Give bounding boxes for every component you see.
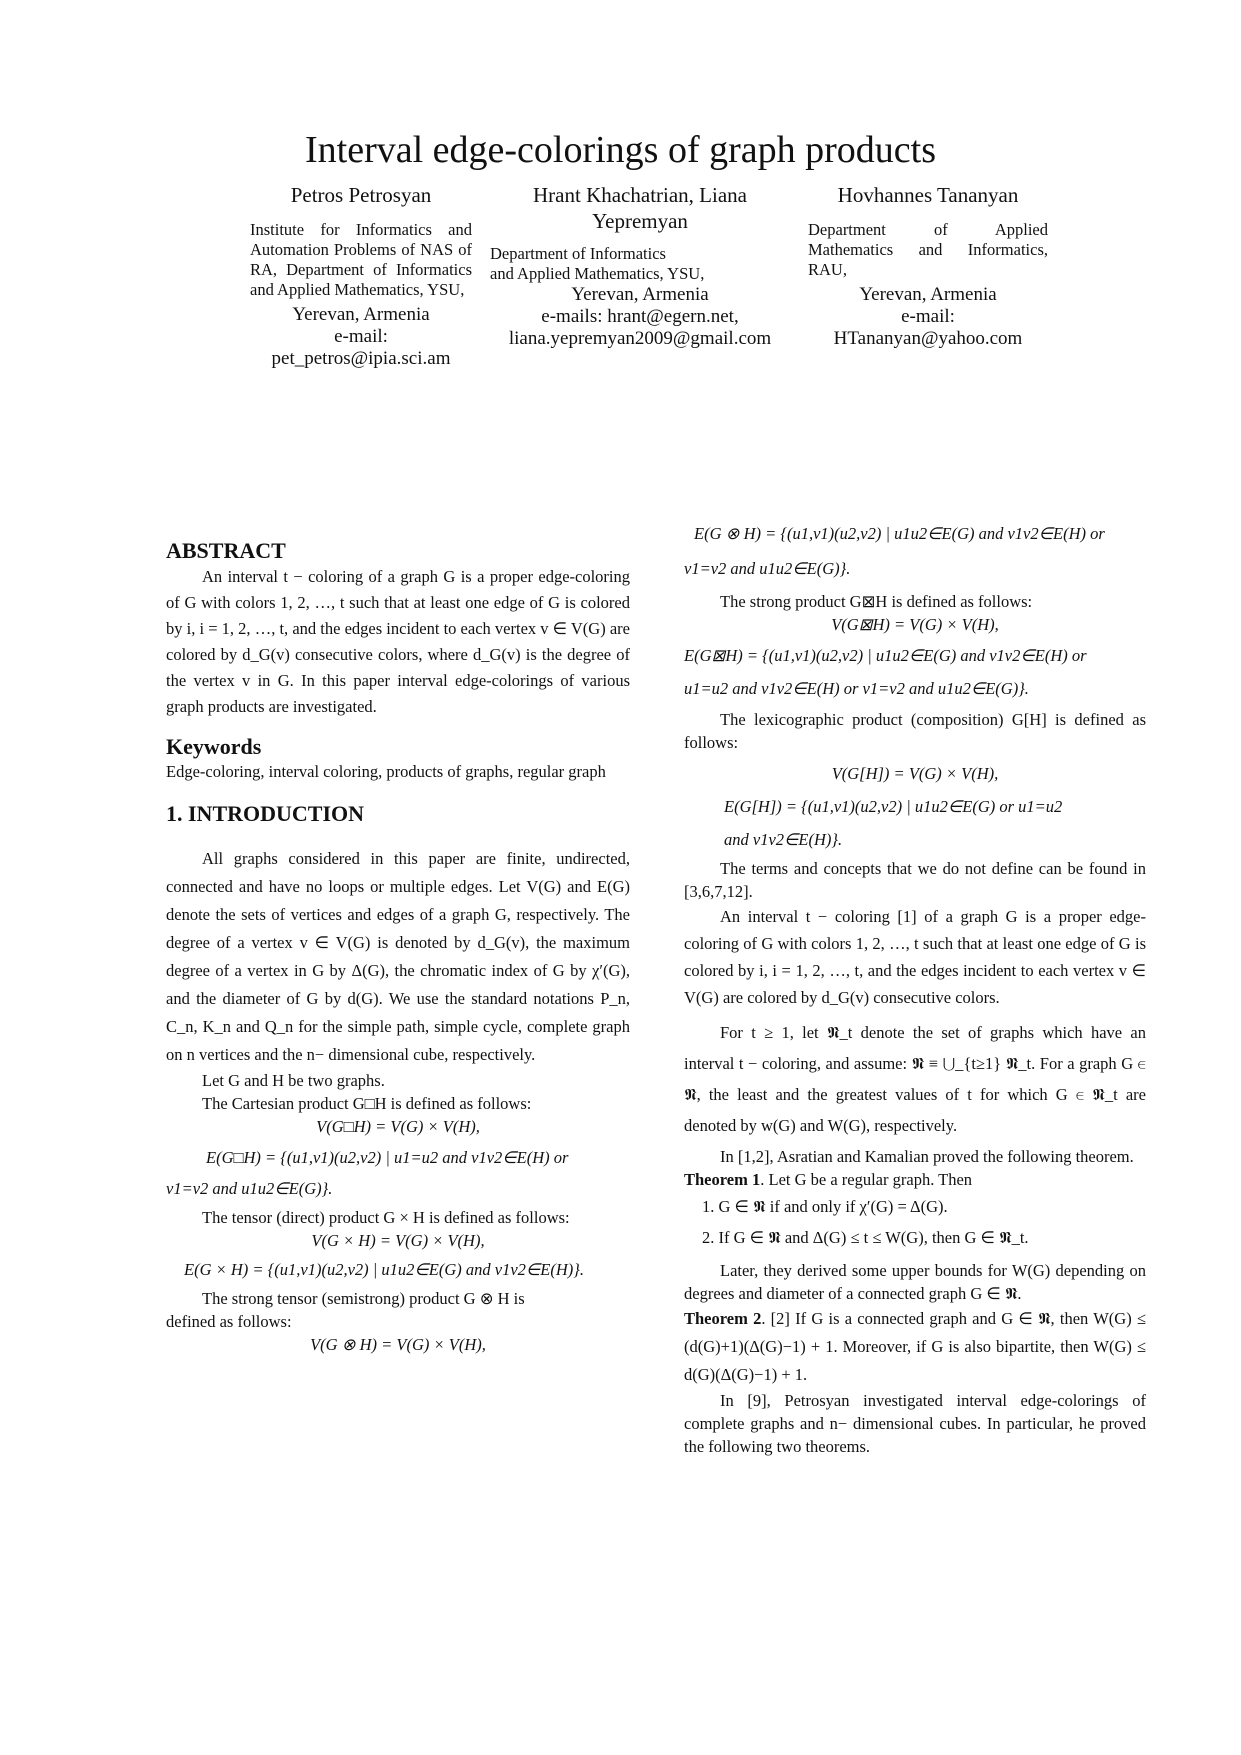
author-name: Petros Petrosyan — [290, 183, 432, 207]
introduction-heading: 1. INTRODUCTION — [166, 801, 365, 826]
semistrong-edge-eq-1: E(G ⊗ H) = {(u1,v1)(u2,v2) | u1u2∈E(G) and v1v2∈E(H) or — [694, 524, 1105, 543]
lex-intro: The lexicographic product (composition) G[H] is defined as follows: — [684, 710, 1146, 752]
asratian-paragraph: In [1,2], Asratian and Kamalian proved the following theorem. — [720, 1147, 1134, 1166]
strong-edge-eq-1: E(G⊠H) = {(u1,v1)(u2,v2) | u1u2∈E(G) and v1v2∈E(H) or — [684, 646, 1087, 665]
theorem-1-item-1: 1. G ∈ 𝕹 if and only if χ′(G) = Δ(G). — [702, 1197, 948, 1216]
author-block-2 — [490, 182, 790, 350]
keywords-text: Edge-coloring, interval coloring, products of graphs, regular graph — [166, 762, 606, 781]
theorem-2-text: . [2] If G is a connected graph and G ∈ 𝕹, then W(G) ≤ (d(G)+1)(Δ(G)−1) + 1. Moreover, if G is also bipartite, then W(G) ≤ d(G)(Δ(G)−1) + 1. — [684, 1309, 1146, 1384]
author-affiliation: Institute for Informatics and Automation Problems of NAS of RA, Department of Informatics and Applied Mathematics, YSU, — [250, 220, 472, 299]
semistrong-intro-2: defined as follows: — [166, 1312, 292, 1331]
author-affiliation-line1: Department of Informatics — [490, 244, 666, 263]
theorem-2 — [684, 1305, 1146, 1389]
right-column — [684, 522, 1146, 1458]
author-affiliation-line2: and Applied Mathematics, YSU, — [490, 264, 705, 283]
petrosyan-paragraph: In [9], Petrosyan investigated interval edge-colorings of complete graphs and n− dimensional cubes. In particular, he proved the following two theorems. — [684, 1391, 1146, 1456]
theorem-1-heading: Theorem 1 — [684, 1170, 761, 1189]
author-email: pet_petros@ipia.sci.am — [271, 348, 451, 369]
theorem-1 — [684, 1168, 1146, 1191]
left-column — [166, 538, 630, 1356]
author-email-label: e-mail: — [334, 326, 388, 347]
author-name: Hovhannes Tananyan — [837, 183, 1019, 207]
author-affiliation: Department of Applied Mathematics and Informatics, RAU, — [808, 220, 1048, 279]
author-location: Yerevan, Armenia — [571, 284, 709, 305]
lex-vertex-eq: V(G[H]) = V(G) × V(H), — [831, 764, 999, 783]
author-email: HTananyan@yahoo.com — [833, 328, 1023, 349]
paper-title: Interval edge-colorings of graph products — [304, 129, 936, 171]
strong-vertex-eq: V(G⊠H) = V(G) × V(H), — [831, 615, 999, 634]
lex-edge-eq-2: and v1v2∈E(H)}. — [724, 830, 843, 849]
semistrong-edge-eq-2: v1=v2 and u1u2∈E(G)}. — [684, 559, 851, 578]
tensor-edge-eq: E(G × H) = {(u1,v1)(u2,v2) | u1u2∈E(G) and v1v2∈E(H)}. — [184, 1260, 585, 1279]
theorem-1-item-2: 2. If G ∈ 𝕹 and Δ(G) ≤ t ≤ W(G), then G ∈ 𝕹_t. — [702, 1228, 1029, 1247]
author-email-line2: liana.yepremyan2009@gmail.com — [508, 328, 772, 349]
author-block-3 — [808, 182, 1048, 350]
author-location: Yerevan, Armenia — [292, 304, 430, 325]
author-location: Yerevan, Armenia — [859, 284, 997, 305]
author-name: Hrant Khachatrian, Liana Yepremyan — [533, 183, 747, 233]
abstract-text: An interval t − coloring of a graph G is a proper edge-coloring of G with colors 1, 2, …, t such that at least one edge of G is colored by i, i = 1, 2, …, t, and the edges incident to each vertex v ∈ V(G) are colored by d_G(v) consecutive colors, where d_G(v) is the degree of the vertex v in G. In this paper interval edge-colorings of various graph products are investigated. — [166, 567, 630, 716]
semistrong-vertex-eq: V(G ⊗ H) = V(G) × V(H), — [310, 1335, 486, 1354]
semistrong-intro-1: The strong tensor (semistrong) product G ⊗ H is — [202, 1289, 525, 1308]
strong-edge-eq-2: u1=u2 and v1v2∈E(H) or v1=v2 and u1u2∈E(G)}. — [684, 679, 1029, 698]
author-email-label: e-mail: — [901, 306, 955, 327]
author-block-1 — [250, 182, 472, 370]
lex-edge-eq-1: E(G[H]) = {(u1,v1)(u2,v2) | u1u2∈E(G) or u1=u2 — [724, 797, 1063, 816]
theorem-1-text: . Let G be a regular graph. Then — [760, 1170, 973, 1189]
set-definition: For t ≥ 1, let 𝕹_t denote the set of graphs which have an interval t − coloring, and assume: 𝕹 ≡ ⋃_{t≥1} 𝕹_t. For a graph G ∈ 𝕹, the least and the greatest values of t for which G ∈ 𝕹_t are denoted by w(G) and W(G), respectively. — [684, 1023, 1146, 1135]
strong-intro: The strong product G⊠H is defined as follows: — [720, 592, 1033, 611]
intro-paragraph-2: Let G and H be two graphs. — [202, 1071, 385, 1090]
abstract-heading: ABSTRACT — [166, 538, 286, 563]
intro-paragraph-1: All graphs considered in this paper are finite, undirected, connected and have no loops or multiple edges. Let V(G) and E(G) denote the sets of vertices and edges of a graph G, respectively. The degree of a vertex v ∈ V(G) is denoted by d_G(v), the maximum degree of a vertex in G by Δ(G), the chromatic index of G by χ′(G), and the diameter of G by d(G). We use the standard notations P_n, C_n, K_n and Q_n for the simple path, simple cycle, complete graph on n vertices and the n− dimensional cube, respectively. — [166, 849, 630, 1064]
tensor-intro: The tensor (direct) product G × H is defined as follows: — [202, 1208, 570, 1227]
cartesian-edge-eq-2: v1=v2 and u1u2∈E(G)}. — [166, 1179, 333, 1198]
cartesian-intro: The Cartesian product G□H is defined as follows: — [202, 1094, 532, 1113]
cartesian-edge-eq-1: E(G□H) = {(u1,v1)(u2,v2) | u1=u2 and v1v2∈E(H) or — [206, 1148, 569, 1167]
later-paragraph: Later, they derived some upper bounds for W(G) depending on degrees and diameter of a connected graph G ∈ 𝕹. — [684, 1261, 1146, 1303]
interval-definition: An interval t − coloring [1] of a graph G is a proper edge-coloring of G with colors 1, 2, …, t such that at least one edge of G is colored by i, i = 1, 2, …, t, and the edges incident to each vertex v ∈ V(G) are colored by d_G(v) consecutive colors. — [684, 907, 1146, 1007]
terms-paragraph: The terms and concepts that we do not define can be found in [3,6,7,12]. — [684, 859, 1146, 901]
cartesian-vertex-eq: V(G□H) = V(G) × V(H), — [316, 1117, 480, 1136]
keywords-heading: Keywords — [166, 734, 262, 759]
tensor-vertex-eq: V(G × H) = V(G) × V(H), — [311, 1231, 485, 1250]
author-email-line1: e-mails: hrant@egern.net, — [541, 306, 739, 327]
theorem-2-heading: Theorem 2 — [684, 1309, 762, 1328]
